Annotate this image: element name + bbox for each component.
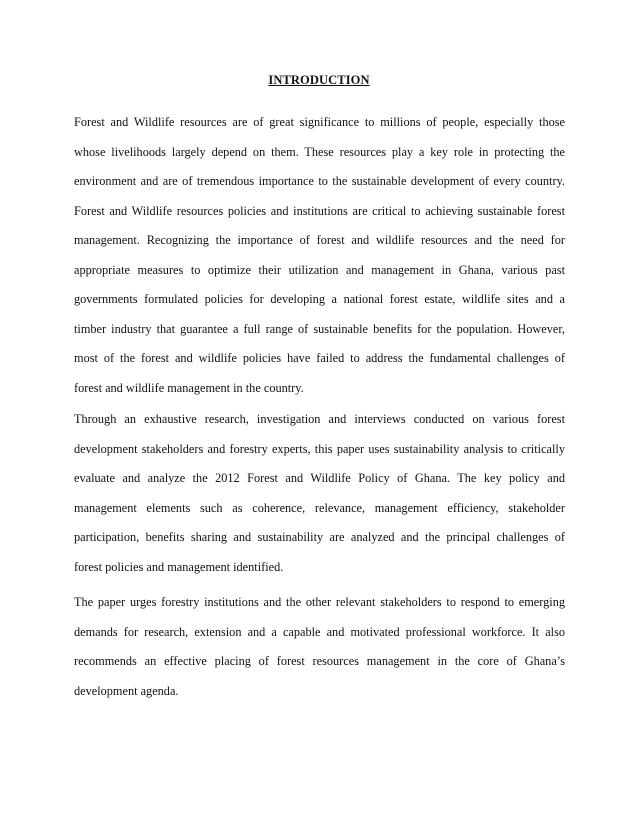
- text-line: appropriate measures to optimize their utilization and management in Ghana, various past: [74, 262, 565, 277]
- text-line: participation, benefits sharing and sustainability are analyzed and the principal challenges of: [74, 530, 565, 544]
- text-line: The paper urges forestry institutions and the other relevant stakeholders to respond to emerging: [74, 595, 565, 609]
- text-line: environment and are of tremendous importance to the sustainable development of every country.: [74, 174, 565, 188]
- paragraph-3: [74, 594, 565, 712]
- paragraph-2: [74, 411, 565, 588]
- text-line: timber industry that guarantee a full range of sustainable benefits for the population. However,: [74, 321, 565, 336]
- text-line: whose livelihoods largely depend on them. These resources play a key role in protecting the: [74, 144, 565, 159]
- text-line: management elements such as coherence, relevance, management efficiency, stakeholder: [74, 500, 565, 515]
- page-title: INTRODUCTION: [268, 73, 370, 87]
- text-line: Forest and Wildlife resources policies and institutions are critical to achieving sustainable forest: [74, 203, 565, 218]
- text-line: development agenda.: [74, 683, 179, 698]
- text-line: demands for research, extension and a capable and motivated professional workforce. It also: [74, 624, 565, 639]
- paragraph-1: [74, 114, 565, 409]
- text-line: recommends an effective placing of forest resources management in the core of Ghana’s: [74, 654, 565, 668]
- text-line: Forest and Wildlife resources are of great significance to millions of people, especially those: [74, 115, 565, 129]
- text-line: governments formulated policies for developing a national forest estate, wildlife sites and a: [74, 292, 565, 306]
- text-line: Through an exhaustive research, investigation and interviews conducted on various forest: [74, 412, 565, 426]
- text-line: management. Recognizing the importance of forest and wildlife resources and the need for: [74, 233, 565, 247]
- text-line: forest and wildlife management in the country.: [74, 380, 304, 395]
- text-line: development stakeholders and forestry experts, this paper uses sustainability analysis to critically: [74, 441, 565, 456]
- text-line: evaluate and analyze the 2012 Forest and Wildlife Policy of Ghana. The key policy and: [74, 471, 565, 485]
- text-line: forest policies and management identified.: [74, 559, 284, 574]
- text-line: most of the forest and wildlife policies have failed to address the fundamental challenges of: [74, 351, 565, 365]
